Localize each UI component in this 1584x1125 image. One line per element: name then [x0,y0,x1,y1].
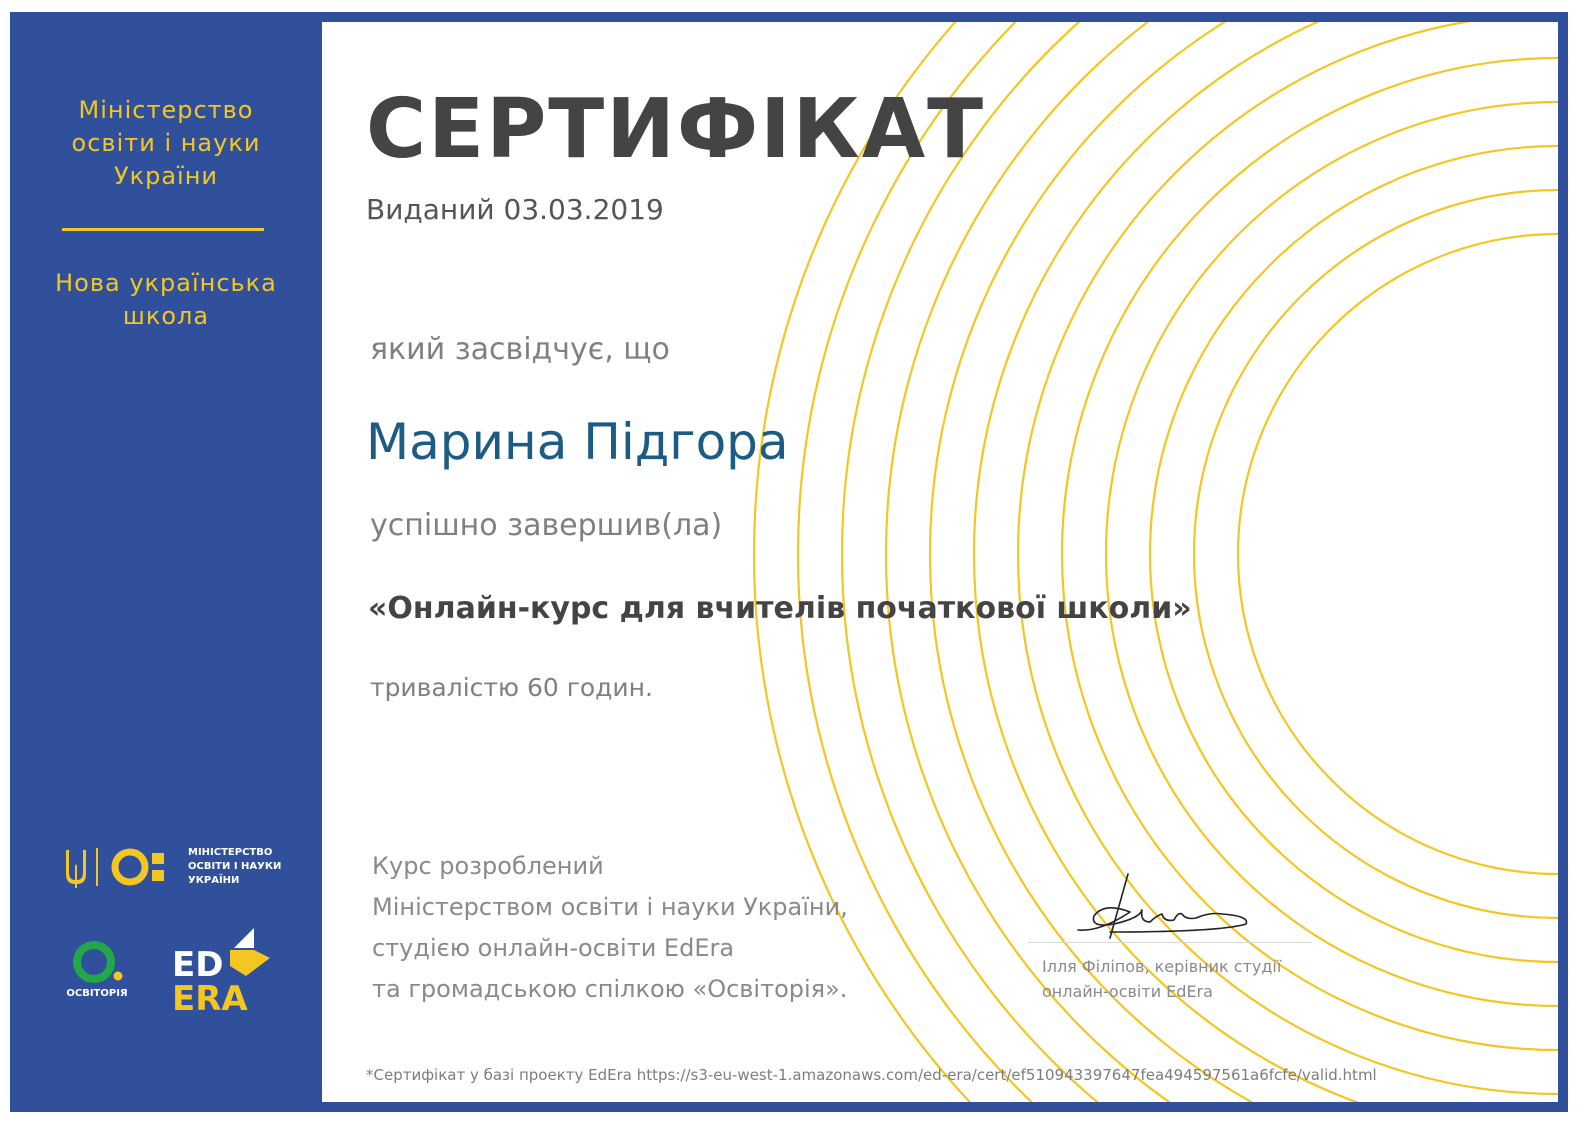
recipient-name: Марина Підгора [366,413,789,471]
course-title: «Онлайн-курс для вчителів початкової школи» [368,591,1192,626]
decorative-arc [1194,190,1558,918]
edera-logo-era: ERA [172,979,248,1018]
developed-by-text: Курс розроблений Міністерством освіти і науки України, студією онлайн-освіти EdEra та громадською спілкою «Освіторія». [372,852,848,1003]
signature-image [1070,872,1260,944]
osvitoria-logo-icon [58,934,148,1014]
decorative-arc [1106,102,1558,1006]
edera-logo-icon [170,918,280,1018]
verification-footnote: *Сертифікат у базі проекту EdEra https://s3-eu-west-1.amazonaws.com/ed-era/cert/ef510943397647fea494597561a6fcfe/valid.html [366,1066,1377,1084]
ministry-title: Міністерство освіти і науки України [71,96,261,190]
course-duration: тривалістю 60 годин. [370,673,653,702]
school-title: Нова українська школа [55,269,277,330]
decorative-arc [1238,234,1558,874]
osvitoria-logo-text: ОСВІТОРІЯ [66,988,128,999]
completed-text: успішно завершив(ла) [370,508,723,543]
signer-caption: Ілля Філіпов, керівник студії онлайн-освіти EdEra [1042,957,1282,1001]
issue-date: Виданий 03.03.2019 [366,193,664,226]
mon-logo-text: МІНІСТЕРСТВО ОСВІТИ І НАУКИ УКРАЇНИ [188,847,282,886]
edera-logo-ed: ED [172,945,224,985]
signature-line [1028,942,1312,943]
left-panel [10,12,322,1112]
divider [62,228,264,231]
certifies-text: який засвідчує, що [370,332,670,367]
decorative-arc [1150,146,1558,962]
certificate-title: СЕРТИФІКАТ [366,82,986,177]
trident-icon [66,850,86,888]
